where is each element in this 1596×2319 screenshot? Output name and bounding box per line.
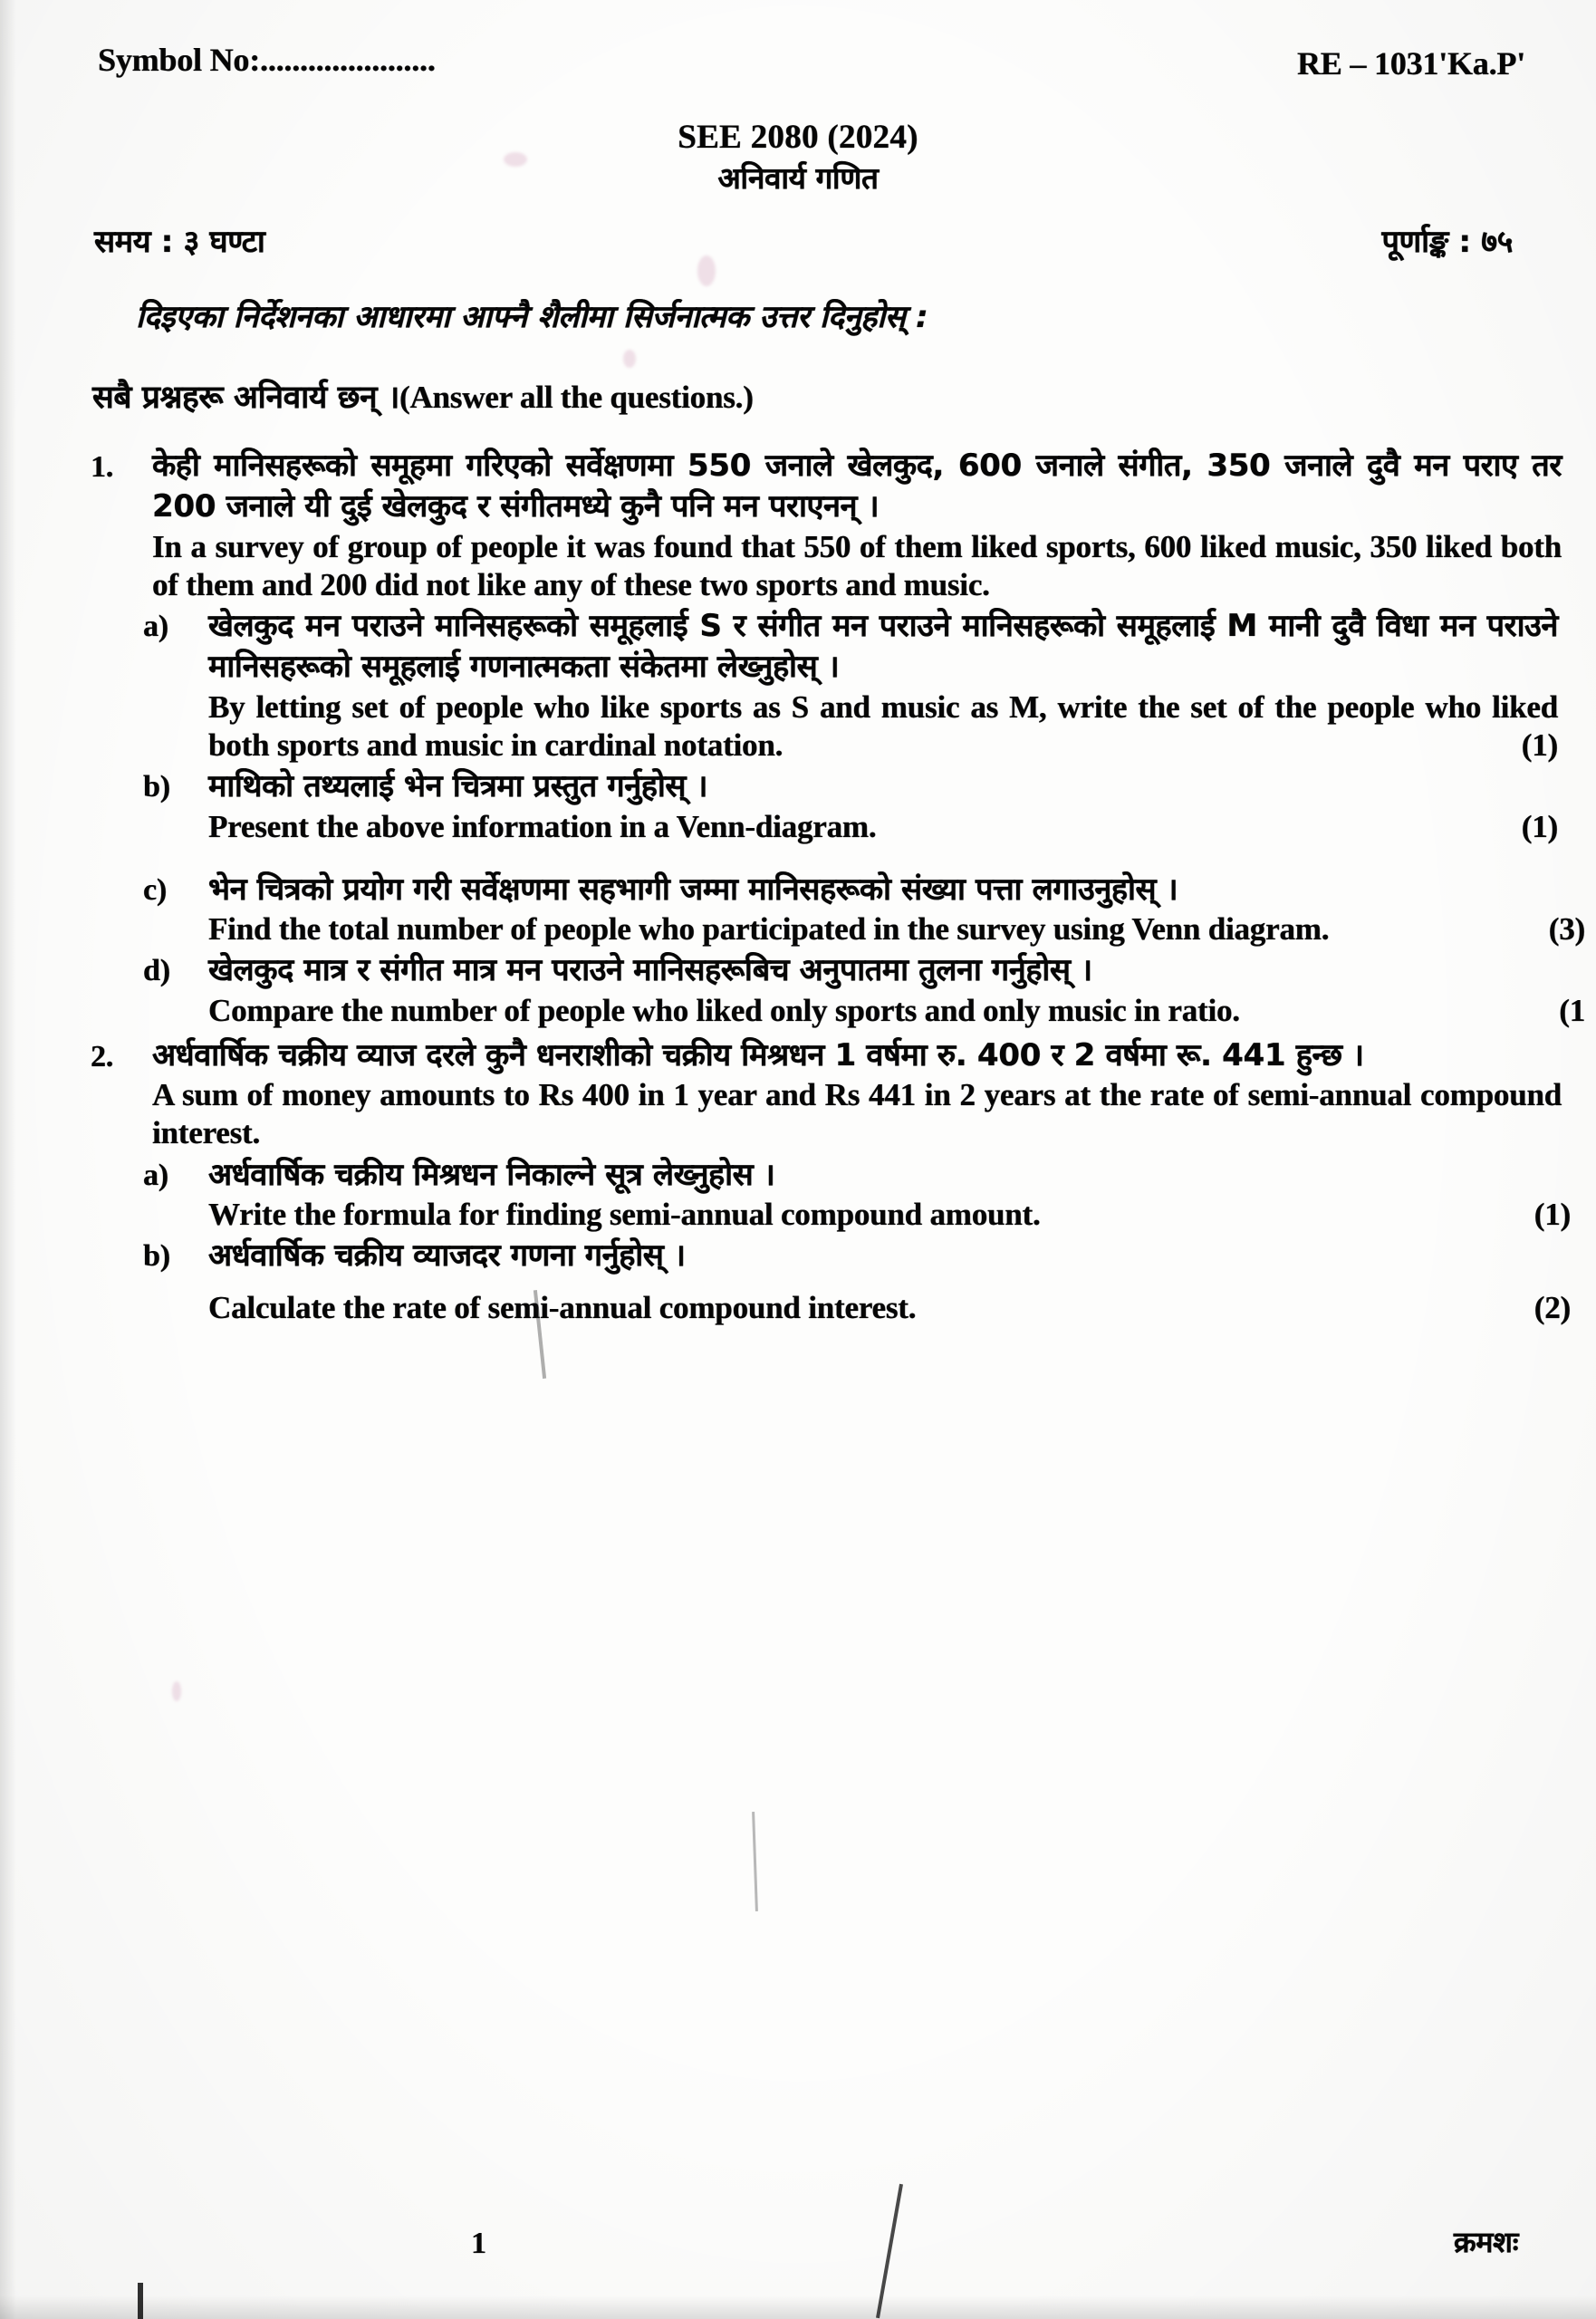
question-1b [91,766,1562,846]
question-2b-nepali: अर्धवार्षिक चक्रीय व्याजदर गणना गर्नुहोस् । [208,1237,686,1275]
question-1-head [91,446,1562,604]
question-1d-marks: (1 [1559,992,1585,1028]
question-2a-label: a) [143,1158,168,1192]
question-1a-english: By letting set of people who like sports as S and music as M, write the set of the people who liked both sports and music in cardinal notation. [208,688,1558,764]
subject-title: अनिवार्य गणित [717,159,879,196]
question-1-stem-english: In a survey of group of people it was found that 550 of them liked sports, 600 liked music, 350 liked both of them and 200 did not like any of these two sports and music. [152,528,1562,602]
scan-edge-shadow [0,2295,1596,2319]
question-2a-english-row [208,1196,1571,1234]
question-2b-label: b) [143,1239,170,1274]
question-2a [91,1155,1571,1235]
question-1b-label: b) [143,770,170,804]
question-2-stem-english: A sum of money amounts to Rs 400 in 1 year and Rs 441 in 2 years at the rate of semi-annual compound interest. [152,1077,1562,1151]
exam-time: समय : ३ घण्टा [94,224,265,260]
answer-all-nepali: सबै प्रश्नहरू अनिवार्य छन् । [92,380,400,416]
question-1 [91,446,1585,1030]
question-1d-body [208,950,1585,1030]
question-1b-english-row [208,808,1558,846]
page-number: 1 [471,2227,486,2260]
question-1a [91,606,1562,765]
question-2-body [152,1035,1562,1153]
question-1c-english: Find the total number of people who participated in the survey using Venn diagram. [208,911,1330,948]
question-list [91,446,1585,2210]
question-1d-english: Compare the number of people who liked only sports and only music in ratio. [208,992,1240,1028]
question-1b-body [208,766,1562,846]
question-1c [91,870,1585,949]
paper-footer [91,2222,1518,2261]
title-block [0,120,1596,197]
question-1c-marks: (3) [1548,911,1585,948]
question-1a-marks: (1) [1521,727,1558,764]
question-2-head [91,1035,1562,1153]
question-1c-body [208,870,1585,949]
scan-edge-shadow-left [0,0,16,2319]
question-1d-nepali: खेलकुद मात्र र संगीत मात्र मन पराउने मानिसहरूबिच अनुपातमा तुलना गर्नुहोस् । [208,952,1092,989]
exam-meta-row [94,224,1513,260]
exam-full-marks: पूर्णाङ्क : ७५ [1381,224,1513,260]
instruction-note: दिइएका निर्देशनका आधारमा आफ्नै शैलीमा सिर्जनात्मक उत्तर दिनुहोस् : [136,299,928,335]
question-1-number: 1. [91,450,114,484]
question-2-stem-nepali: अर्धवार्षिक चक्रीय व्याज दरले कुनै धनराशीको चक्रीय मिश्रधन 1 वर्षमा रु. 400 र 2 वर्षमा रू. 441 हुन्छ । [152,1036,1364,1073]
question-1c-label: c) [143,872,168,907]
continued-label: क्रमशः [1453,2225,1518,2259]
question-2b [91,1236,1571,1328]
question-1a-label: a) [143,610,168,644]
question-2a-marks: (1) [1534,1196,1571,1232]
question-1b-nepali: माथिको तथ्यलाई भेन चित्रमा प्रस्तुत गर्नुहोस् । [208,768,708,805]
question-1c-nepali: भेन चित्रको प्रयोग गरी सर्वेक्षणमा सहभागी जम्मा मानिसहरूको संख्या पत्ता लगाउनुहोस् । [208,871,1178,908]
question-2a-nepali: अर्धवार्षिक चक्रीय मिश्रधन निकाल्ने सूत्र लेख्नुहोस । [208,1156,775,1193]
scan-smudge [697,255,716,286]
scan-smudge [623,350,636,368]
answer-all-note [92,380,1542,416]
answer-all-english: (Answer all the questions.) [399,380,754,415]
question-1b-english: Present the above information in a Venn-diagram. [208,808,877,844]
question-1-stem-nepali: केही मानिसहरूको समूहमा गरिएको सर्वेक्षणमा 550 जनाले खेलकुद, 600 जनाले संगीत, 350 जनाले दुवै मन पराए तर 200 जनाले यी दुई खेलकुद र संगीतमध्ये कुनै पनि मन पराएनन् । [152,447,1562,525]
question-1b-marks: (1) [1521,808,1558,844]
question-1d-label: d) [143,954,170,988]
question-2b-marks: (2) [1534,1290,1571,1326]
exam-title: SEE 2080 (2024) [678,119,918,156]
question-2b-body [208,1236,1571,1328]
question-2b-english: Calculate the rate of semi-annual compound interest. [208,1290,917,1326]
symbol-no-field: Symbol No:...................... [98,42,436,78]
question-1-body [152,446,1562,604]
question-2b-english-row [208,1289,1571,1327]
question-1d [91,950,1585,1030]
paper-header [98,42,1525,82]
scan-scratch [138,2283,143,2319]
question-2a-body [208,1155,1571,1235]
paper-code: RE – 1031'Ka.P' [1296,45,1525,82]
question-2 [91,1035,1571,1328]
question-1a-body [208,606,1562,765]
question-2-number: 2. [91,1039,114,1073]
question-1a-nepali: खेलकुद मन पराउने मानिसहरूको समूहलाई S र संगीत मन पराउने मानिसहरूको समूहलाई M मानी दुवै विधा मन पराउने मानिसहरूको समूहलाई गणनात्मकता संकेतमा लेख्नुहोस् । [208,608,1558,686]
question-2a-english: Write the formula for finding semi-annual compound amount. [208,1196,1041,1232]
